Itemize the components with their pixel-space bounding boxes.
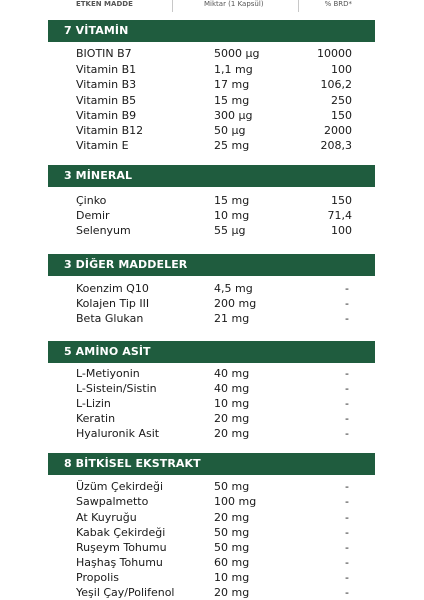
table-row [0, 93, 424, 108]
ingredient-rdi: - [345, 412, 349, 425]
header-divider [298, 0, 299, 12]
ingredient-rdi: - [345, 427, 349, 440]
ingredient-amount: 40 mg [214, 382, 250, 395]
ingredient-amount: 20 mg [214, 412, 250, 425]
ingredient-amount: 17 mg [214, 78, 250, 91]
ingredient-name: Sawpalmetto [76, 495, 149, 508]
table-row [0, 296, 424, 311]
ingredient-name: Vitamin B1 [76, 63, 137, 76]
ingredient-rdi: 106,2 [320, 78, 352, 91]
ingredient-amount: 50 mg [214, 526, 250, 539]
ingredient-amount: 25 mg [214, 139, 250, 152]
table-row [0, 381, 424, 396]
table-row [0, 510, 424, 525]
ingredient-rdi: - [345, 511, 349, 524]
table-row [0, 77, 424, 92]
ingredient-name: Üzüm Çekirdeği [76, 480, 164, 493]
table-row [0, 138, 424, 153]
ingredient-amount: 20 mg [214, 427, 250, 440]
ingredient-name: Vitamin B9 [76, 109, 137, 122]
ingredient-name: Demir [76, 209, 110, 222]
table-row [0, 396, 424, 411]
table-row [0, 281, 424, 296]
ingredient-rdi: - [345, 382, 349, 395]
table-row [0, 123, 424, 138]
section-header [48, 453, 375, 475]
table-row [0, 193, 424, 208]
ingredient-amount: 1,1 mg [214, 63, 253, 76]
table-row [0, 570, 424, 585]
table-row [0, 525, 424, 540]
ingredient-rdi: - [345, 397, 349, 410]
table-row [0, 426, 424, 441]
ingredient-rdi: 250 [331, 94, 352, 107]
table-row [0, 494, 424, 509]
ingredient-rdi: - [345, 586, 349, 599]
ingredient-amount: 20 mg [214, 511, 250, 524]
ingredient-amount: 15 mg [214, 94, 250, 107]
table-row [0, 585, 424, 600]
ingredient-rdi: - [345, 495, 349, 508]
ingredient-name: Çinko [76, 194, 107, 207]
ingredient-rdi: 100 [331, 63, 352, 76]
header-divider [172, 0, 173, 12]
ingredient-amount: 20 mg [214, 586, 250, 599]
ingredient-rdi: 71,4 [327, 209, 352, 222]
section-header [48, 341, 375, 363]
table-row [0, 411, 424, 426]
ingredient-name: Keratin [76, 412, 116, 425]
ingredient-name: Propolis [76, 571, 120, 584]
ingredient-name: Beta Glukan [76, 312, 144, 325]
table-row [0, 46, 424, 61]
ingredient-name: Selenyum [76, 224, 131, 237]
ingredient-name: Haşhaş Tohumu [76, 556, 163, 569]
ingredient-amount: 100 mg [214, 495, 257, 508]
ingredient-rdi: - [345, 526, 349, 539]
ingredient-amount: 50 µg [214, 124, 246, 137]
ingredient-name: Koenzim Q10 [76, 282, 149, 295]
table-row [0, 479, 424, 494]
table-row [0, 311, 424, 326]
table-header [0, 0, 424, 12]
ingredient-amount: 10 mg [214, 209, 250, 222]
ingredient-amount: 15 mg [214, 194, 250, 207]
ingredient-name: Kolajen Tip III [76, 297, 150, 310]
ingredient-amount: 40 mg [214, 367, 250, 380]
ingredient-rdi: - [345, 282, 349, 295]
table-row [0, 555, 424, 570]
column-header-amount: Miktar (1 Kapsül) [204, 0, 264, 8]
ingredient-name: Vitamin B5 [76, 94, 137, 107]
table-row [0, 62, 424, 77]
section-title: 7 VİTAMİN [64, 24, 129, 37]
ingredient-amount: 4,5 mg [214, 282, 253, 295]
ingredient-amount: 50 mg [214, 480, 250, 493]
ingredient-name: Vitamin B12 [76, 124, 144, 137]
ingredient-rdi: 150 [331, 194, 352, 207]
section-title: 3 DİĞER MADDELER [64, 258, 188, 271]
ingredient-name: Kabak Çekirdeği [76, 526, 166, 539]
section-title: 5 AMİNO ASİT [64, 345, 151, 358]
table-row [0, 208, 424, 223]
section-header [48, 20, 375, 42]
section-header [48, 165, 375, 187]
ingredient-rdi: - [345, 367, 349, 380]
ingredient-rdi: 100 [331, 224, 352, 237]
table-row [0, 223, 424, 238]
ingredient-rdi: - [345, 541, 349, 554]
ingredient-amount: 10 mg [214, 571, 250, 584]
ingredient-rdi: 10000 [317, 47, 352, 60]
table-row [0, 540, 424, 555]
ingredient-name: BIOTIN B7 [76, 47, 132, 60]
ingredient-rdi: 150 [331, 109, 352, 122]
ingredient-rdi: - [345, 312, 349, 325]
ingredient-amount: 300 µg [214, 109, 253, 122]
ingredient-rdi: 208,3 [320, 139, 352, 152]
ingredient-name: L-Sistein/Sistin [76, 382, 157, 395]
ingredient-name: At Kuyruğu [76, 511, 137, 524]
section-header [48, 254, 375, 276]
ingredient-amount: 50 mg [214, 541, 250, 554]
ingredient-amount: 55 µg [214, 224, 246, 237]
table-row [0, 366, 424, 381]
ingredient-amount: 5000 µg [214, 47, 260, 60]
ingredient-amount: 21 mg [214, 312, 250, 325]
ingredient-amount: 10 mg [214, 397, 250, 410]
ingredient-rdi: - [345, 297, 349, 310]
ingredient-name: L-Metiyonin [76, 367, 140, 380]
ingredient-rdi: - [345, 571, 349, 584]
ingredient-amount: 60 mg [214, 556, 250, 569]
ingredient-name: L-Lizin [76, 397, 111, 410]
section-title: 3 MİNERAL [64, 169, 133, 182]
ingredient-name: Vitamin B3 [76, 78, 137, 91]
section-title: 8 BİTKİSEL EKSTRAKT [64, 457, 201, 470]
ingredient-rdi: - [345, 556, 349, 569]
ingredient-name: Ruşeym Tohumu [76, 541, 167, 554]
ingredient-name: Vitamin E [76, 139, 129, 152]
ingredient-rdi: 2000 [324, 124, 352, 137]
column-header-ingredient: ETKEN MADDE [76, 0, 133, 8]
table-row [0, 108, 424, 123]
ingredient-amount: 200 mg [214, 297, 257, 310]
ingredient-name: Yeşil Çay/Polifenol [76, 586, 175, 599]
column-header-rdi: % BRD* [324, 0, 352, 8]
ingredient-rdi: - [345, 480, 349, 493]
ingredient-name: Hyaluronik Asit [76, 427, 160, 440]
